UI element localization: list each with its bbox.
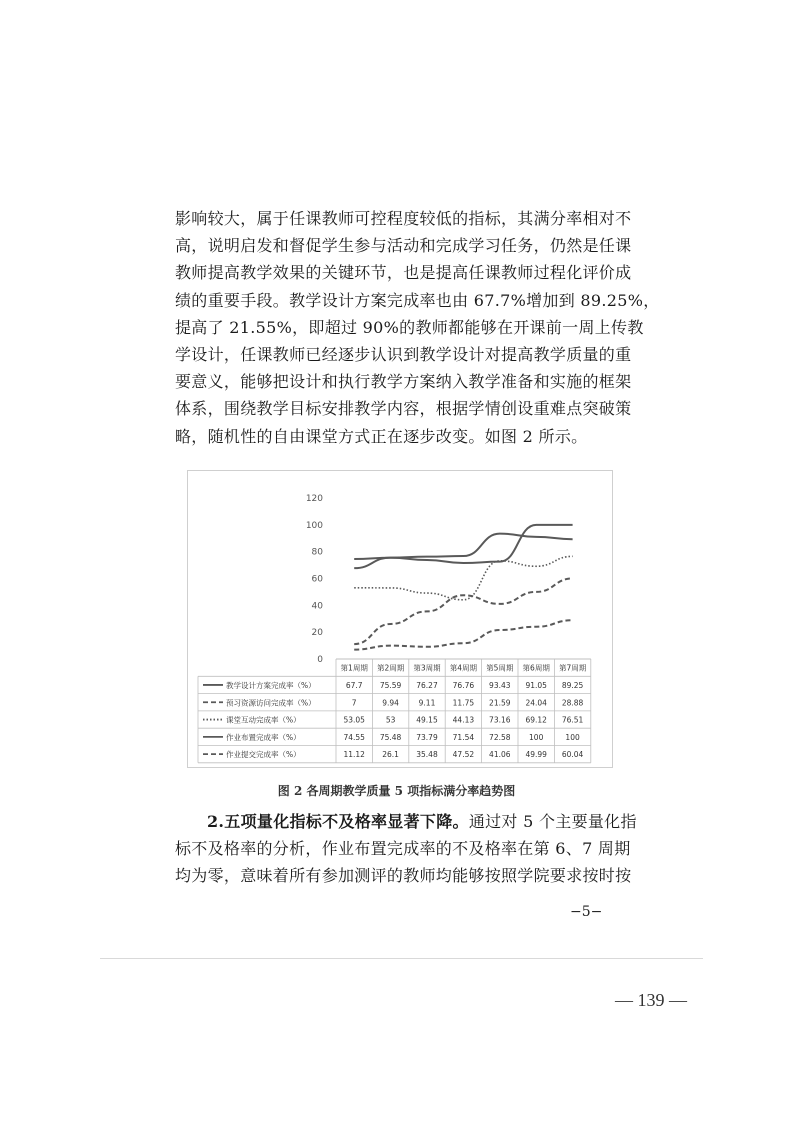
data-label: 100	[529, 732, 544, 742]
x-category-label: 第5周期	[486, 663, 514, 673]
data-label: 73.16	[489, 715, 511, 725]
data-label: 9.11	[418, 698, 436, 708]
inner-page-number: −5−	[570, 904, 603, 920]
data-label: 69.12	[525, 715, 547, 725]
y-tick-label: 60	[311, 574, 323, 585]
text-line: 高，说明启发和督促学生参与活动和完成学习任务，仍然是任课	[175, 236, 632, 256]
series-line-4	[354, 525, 572, 563]
footer-divider	[100, 958, 703, 959]
text-line	[175, 808, 637, 835]
x-category-label: 第3周期	[413, 663, 441, 673]
data-label: 73.79	[416, 732, 438, 742]
data-label: 7	[351, 698, 357, 708]
outer-page-number: — 139 —	[615, 990, 687, 1010]
text-line: 教师提高教学效果的关键环节，也是提高任课教师过程化评价成	[175, 263, 632, 283]
legend-label: 预习资源访问完成率（%）	[226, 698, 316, 708]
text-line: 绩的重要手段。教学设计方案完成率也由 67.7%增加到 89.25%，	[175, 290, 660, 310]
text-line: 学设计，任课教师已经逐步认识到教学设计对提高教学质量的重	[175, 345, 632, 365]
trend-chart-figure	[187, 470, 613, 768]
series-line-2	[354, 620, 572, 649]
data-label: 67.7	[345, 680, 363, 690]
legend-label: 作业提交完成率（%）	[226, 750, 301, 760]
figure-caption: 图 2 各周期教学质量 5 项指标满分率趋势图	[277, 784, 516, 798]
data-label: 91.05	[525, 680, 547, 690]
text-line: 均为零，意味着所有参加测评的教师均能够按照学院要求按时按	[175, 866, 632, 886]
data-label: 71.54	[452, 732, 475, 742]
data-label: 75.59	[379, 680, 402, 690]
legend-label: 课堂互动完成率（%）	[226, 715, 301, 725]
data-label: 26.1	[382, 750, 399, 760]
x-category-label: 第2周期	[376, 663, 405, 673]
section-heading: 2.五项量化指标不及格率显著下降。	[207, 812, 469, 831]
data-label: 49.15	[416, 715, 438, 725]
text-line: 体系，围绕教学目标安排教学内容，根据学情创设重难点突破策	[175, 399, 632, 419]
data-label: 89.25	[561, 680, 584, 690]
data-label: 24.04	[525, 698, 547, 708]
y-tick-label: 120	[305, 494, 323, 504]
data-label: 75.48	[379, 732, 402, 742]
data-label: 76.76	[452, 680, 475, 690]
data-label: 100	[565, 732, 580, 742]
data-label: 28.88	[561, 698, 584, 708]
x-category-label: 第6周期	[522, 663, 550, 673]
text-line: 影响较大，属于任课教师可控程度较低的指标，其满分率相对不	[175, 209, 632, 228]
data-label: 93.43	[489, 680, 511, 690]
text-line: 要意义，能够把设计和执行教学方案纳入教学准备和实施的框架	[175, 372, 632, 392]
data-label: 72.58	[489, 732, 511, 742]
text-line: 略，随机性的自由课堂方式正在逐步改变。如图 2 所示。	[175, 426, 588, 446]
body-paragraph-1	[175, 205, 660, 450]
y-tick-label: 40	[311, 601, 323, 612]
data-label: 11.12	[343, 750, 365, 760]
data-label: 60.04	[561, 750, 584, 760]
legend-label: 作业布置完成率（%）	[226, 732, 301, 742]
x-category-label: 第4周期	[449, 663, 478, 673]
data-label: 41.06	[489, 750, 511, 760]
data-label: 47.52	[452, 750, 475, 760]
data-label: 53	[385, 715, 396, 725]
y-tick-label: 0	[317, 655, 323, 665]
body-paragraph-2	[175, 808, 637, 890]
y-tick-label: 80	[311, 547, 323, 558]
data-label: 21.59	[489, 698, 511, 708]
data-label: 11.75	[452, 698, 475, 708]
trend-chart	[188, 471, 612, 767]
x-category-label: 第1周期	[340, 663, 368, 673]
y-tick-label: 100	[305, 520, 323, 531]
text-fragment: 通过对 5 个主要量化指	[468, 812, 637, 831]
data-label: 74.55	[343, 732, 365, 742]
text-line: 标不及格率的分析，作业布置完成率的不及格率在第 6、7 周期	[175, 839, 631, 859]
legend-label: 教学设计方案完成率（%）	[226, 680, 316, 690]
x-category-label: 第7周期	[558, 663, 587, 673]
text-line: 提高了 21.55%，即超过 90%的教师都能够在开课前一周上传教	[175, 317, 644, 337]
data-label: 9.94	[382, 698, 399, 708]
y-tick-label: 20	[311, 628, 323, 639]
data-label: 53.05	[343, 715, 365, 725]
data-label: 49.99	[525, 750, 547, 760]
data-label: 44.13	[452, 715, 475, 725]
data-label: 35.48	[416, 750, 438, 760]
data-label: 76.51	[561, 715, 584, 725]
data-label: 76.27	[416, 680, 438, 690]
